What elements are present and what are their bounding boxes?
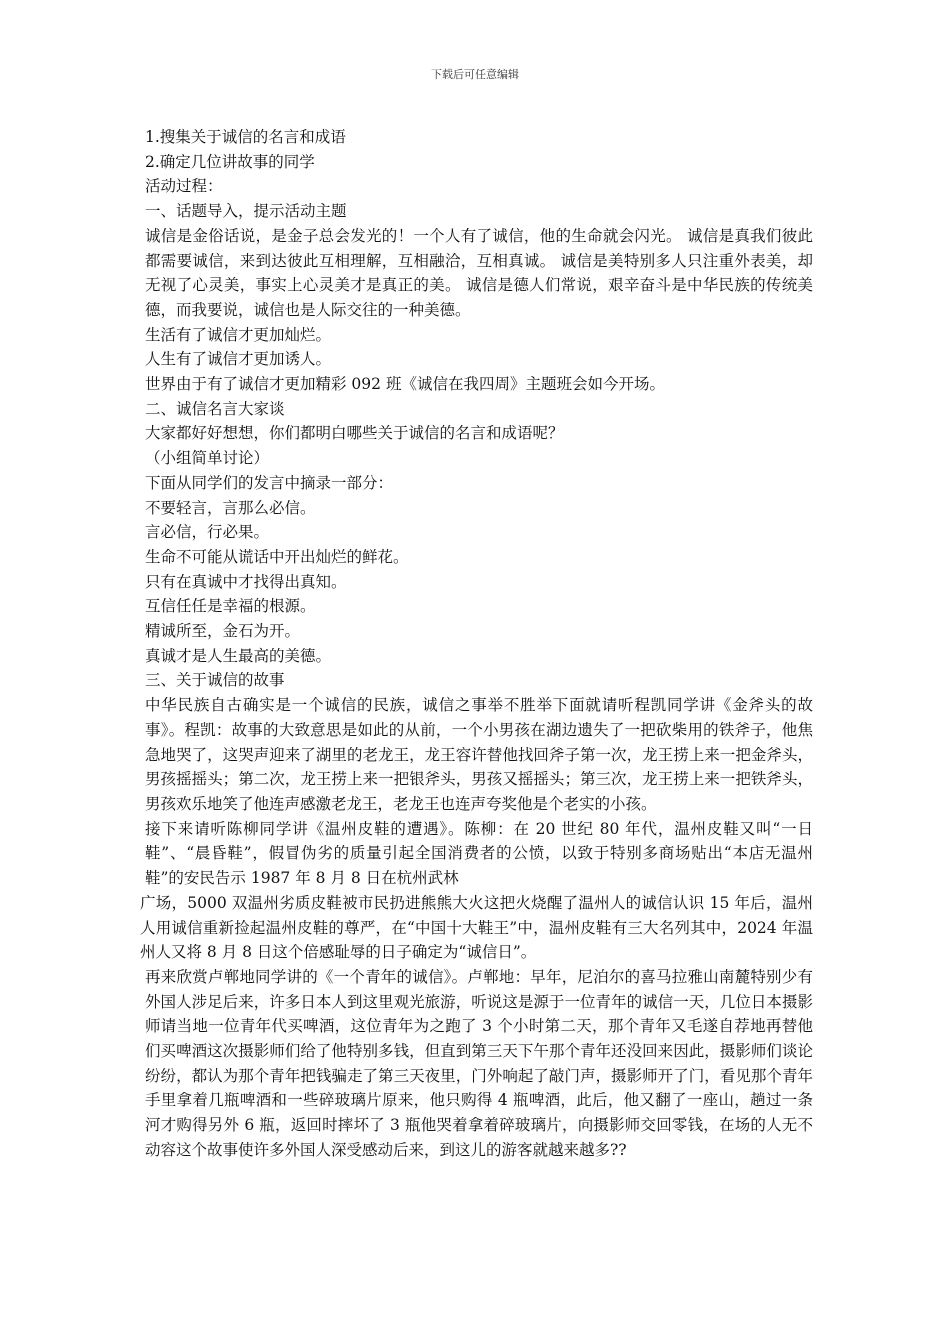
paragraph-excerpt-intro: 下面从同学们的发言中摘录一部分： xyxy=(145,473,394,492)
paragraph-discussion: （小组简单讨论） xyxy=(145,449,270,468)
paragraph-story-3: 再来欣赏卢郸地同学讲的《一个青年的诚信》。卢郸地：早年，尼泊尔的喜马拉雅山南麓特别少有外国人涉足后来，许多日本人到这里观光旅游，听说这是源于一位青年的诚信一天，几位日本摄影师请当地一位青年代买啤酒，这位青年为之跑了 3 个小时第二天，那个青年又毛遂自荐地再替他们买啤酒这次摄影师们给了他特别多钱，但直到第三天下午那个青年还没回来因此，摄影师们谈论纷纷，都认为那个青年把钱骗走了第三天夜里，门外响起了敲门声，摄影师开了门，看见那个青年手里拿着几瓶啤酒和一些碎玻璃片原来，他只购得 4 瓶啤酒，此后，他又翻了一座山，趟过一条河才购得另外 6 瓶，返回时摔坏了 3 瓶他哭着拿着碎玻璃片，向摄影师交回零钱，在场的人无不动容这个故事使许多外国人深受感动后来，到这儿的游客就越来越多?? xyxy=(145,967,813,1159)
section-heading-2: 二、诚信名言大家谈 xyxy=(145,399,285,418)
paragraph-story-1: 中华民族自古确实是一个诚信的民族，诚信之事举不胜举下面就请听程凯同学讲《金斧头的故事》。程凯：故事的大致意思是如此的从前，一个小男孩在湖边遗失了一把砍柴用的铁斧子，他焦急地哭了，这哭声迎来了湖里的老龙王，龙王容许替他找回斧子第一次，龙王捞上来一把金斧头，男孩摇摇头；第二次，龙王捞上来一把银斧头，男孩又摇摇头；第三次，龙王捞上来一把铁斧头，男孩欢乐地笑了他连声感激老龙王，老龙王也连声夸奖他是个老实的小孩。 xyxy=(145,696,813,813)
document-body xyxy=(140,125,813,1163)
paragraph-line: 生活有了诚信才更加灿烂。 xyxy=(145,325,332,344)
paragraph-line: 世界由于有了诚信才更加精彩 092 班《诚信在我四周》主题班会如今开场。 xyxy=(145,375,665,394)
paragraph-process-heading: 活动过程： xyxy=(145,177,223,196)
quote-item: 真诚才是人生最高的美德。 xyxy=(145,646,332,665)
page-header: 下载后可任意编辑 xyxy=(431,68,519,81)
paragraph-question: 大家都好好想想，你们都明白哪些关于诚信的名言和成语呢？ xyxy=(145,424,564,443)
quote-item: 不要轻言，言那么必信。 xyxy=(145,498,316,517)
quote-item: 生命不可能从谎话中开出灿烂的鲜花。 xyxy=(145,547,409,566)
paragraph-line: 人生有了诚信才更加诱人。 xyxy=(145,350,332,369)
quote-item: 只有在真诚中才找得出真知。 xyxy=(145,572,347,591)
quote-item: 互信任任是幸福的根源。 xyxy=(145,597,316,616)
paragraph-story-2: 接下来请听陈柳同学讲《温州皮鞋的遭遇》。陈柳：在 20 世纪 80 年代，温州皮鞋又叫“一日鞋”、“晨昏鞋”，假冒伪劣的质量引起全国消费者的公愤，以致于特别多商场贴出“本店无温州鞋”的安民告示 1987 年 8 月 8 日在杭州武林 xyxy=(145,819,813,888)
quote-item: 精诚所至，金石为开。 xyxy=(145,622,301,641)
paragraph-intro: 诚信是金俗话说，是金子总会发光的！一个人有了诚信，他的生命就会闪光。 诚信是真我们彼此都需要诚信，来到达彼此互相理解，互相融洽，互相真诚。 诚信是美特别多人只注重外表美，却无视了心灵美，事实上心灵美才是真正的美。 诚信是德人们常说，艰辛奋斗是中华民族的传统美德，而我要说，诚信也是人际交往的一种美德。 xyxy=(145,226,813,319)
section-heading-3: 三、关于诚信的故事 xyxy=(145,671,285,690)
paragraph-prep-2: 2.确定几位讲故事的同学 xyxy=(145,152,315,171)
quote-item: 言必信，行必果。 xyxy=(145,523,270,542)
section-heading-1: 一、话题导入，提示活动主题 xyxy=(145,202,347,221)
paragraph-story-2-cont: 广场，5000 双温州劣质皮鞋被市民扔进熊熊大火这把火烧醒了温州人的诚信认识 15 年后，温州人用诚信重新捡起温州皮鞋的尊严，在“中国十大鞋王”中，温州皮鞋有三大名列其中，2024 年温州人又将 8 月 8 日这个倍感耻辱的日子确定为“诚信日”。 xyxy=(140,893,813,962)
paragraph-prep-1: 1.搜集关于诚信的名言和成语 xyxy=(145,128,346,146)
